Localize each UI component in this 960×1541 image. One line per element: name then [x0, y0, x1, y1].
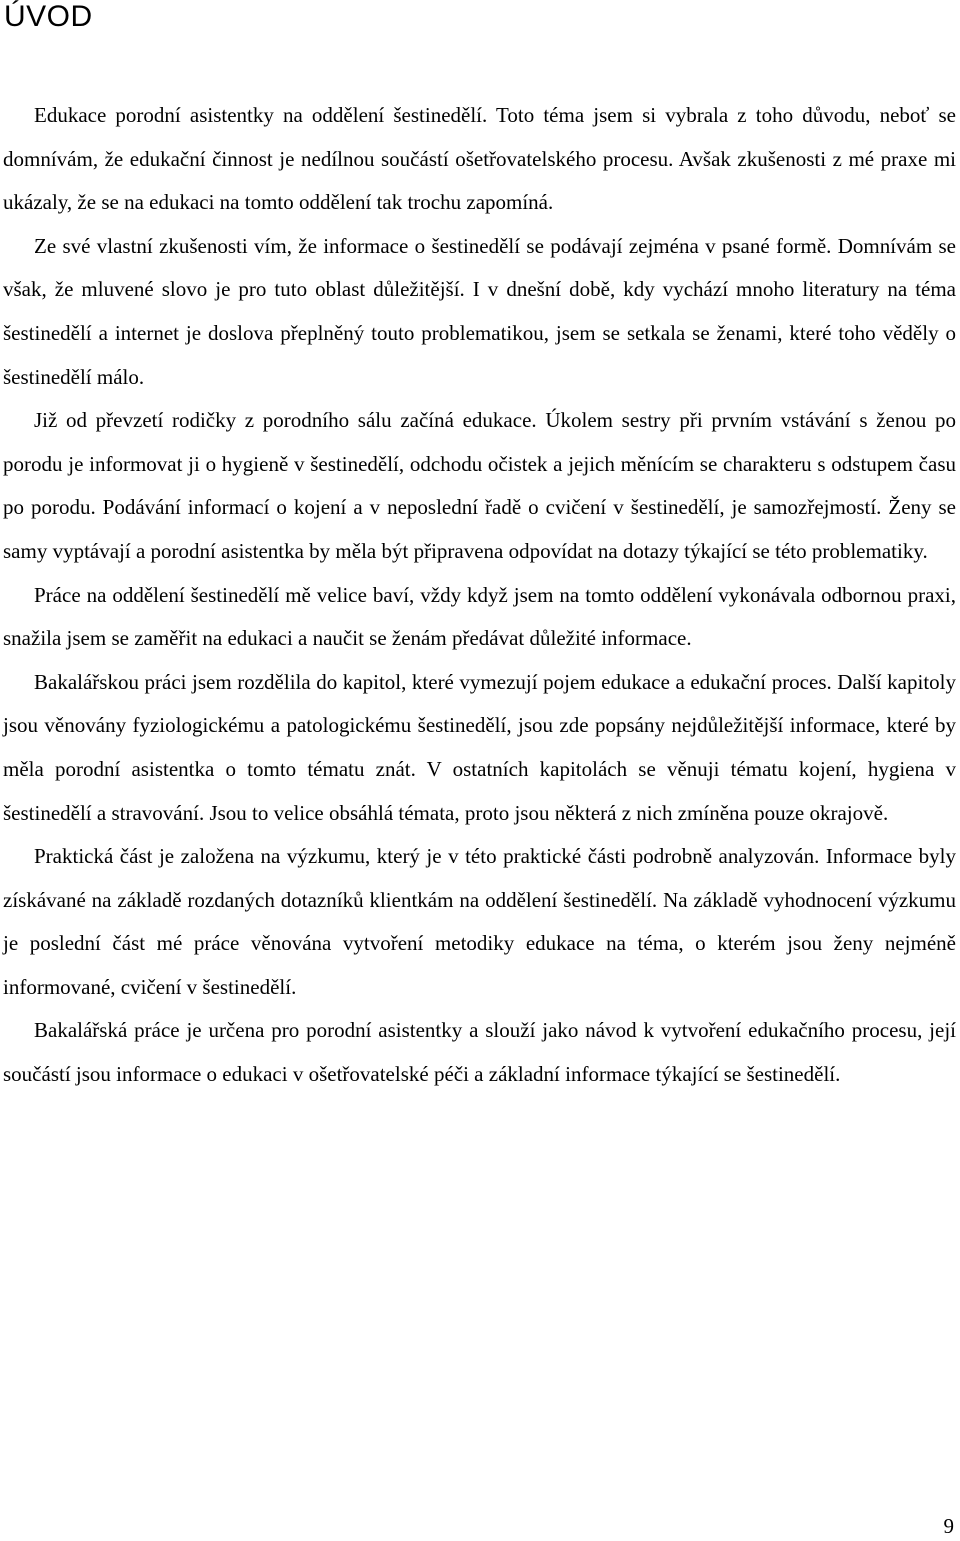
- paragraph: Bakalářská práce je určena pro porodní asistentky a slouží jako návod k vytvoření edukačního procesu, její součástí jsou informace o edukaci v ošetřovatelské péči a základní informace týkající se šestinedělí.: [3, 1018, 956, 1087]
- paragraph: Ze své vlastní zkušenosti vím, že informace o šestinedělí se podávají zejména v psané formě. Domnívám se však, že mluvené slovo je pro tuto oblast důležitější. I v dnešní době, kdy vychází mnoho literatury na téma šestinedělí a internet je doslova přeplněný touto problematikou, jsem se setkala se ženami, které toho věděly o šestinedělí málo.: [3, 233, 956, 389]
- paragraph: Edukace porodní asistentky na oddělení šestinedělí. Toto téma jsem si vybrala z toho důvodu, neboť se domnívám, že edukační činnost je nedílnou součástí ošetřovatelského procesu. Avšak zkušenosti z mé praxe mi ukázaly, že se na edukaci na tomto oddělení tak trochu zapomíná.: [3, 103, 956, 215]
- paragraph: Práce na oddělení šestinedělí mě velice baví, vždy když jsem na tomto oddělení vykonávala odbornou praxi, snažila jsem se zaměřit na edukaci a naučit se ženám předávat důležité informace.: [3, 582, 956, 651]
- paragraph: Bakalářskou práci jsem rozdělila do kapitol, které vymezují pojem edukace a edukační proces. Další kapitoly jsou věnovány fyziologickému a patologickému šestinedělí, jsou zde popsány nejdůležitější informace, které by měla porodní asistentka o tomto tématu znát. V ostatních kapitolách se věnuji tématu kojení, hygiena v šestinedělí a stravování. Jsou to velice obsáhlá témata, proto jsou některá z nich zmíněna pouze okrajově.: [3, 669, 956, 825]
- paragraph: Již od převzetí rodičky z porodního sálu začíná edukace. Úkolem sestry při prvním vstávání s ženou po porodu je informovat ji o hygieně v šestinedělí, odchodu očistek a jejich měnícím se charakteru s odstupem času po porodu. Podávání informací o kojení a v neposlední řadě o cvičení v šestinedělí, je samozřejmostí. Ženy se samy vyptávají a porodní asistentka by měla být připravena odpovídat na dotazy týkající se této problematiky.: [3, 408, 956, 563]
- body-text: [3, 94, 956, 1097]
- page-heading: ÚVOD: [4, 0, 93, 33]
- page-number: 9: [943, 1514, 954, 1538]
- paragraph: Praktická část je založena na výzkumu, který je v této praktické části podrobně analyzován. Informace byly získávané na základě rozdaných dotazníků klientkám na oddělení šestinedělí. Na základě vyhodnocení výzkumu je poslední část mé práce věnována vytvoření metodiky edukace na téma, o kterém jsou ženy nejméně informované, cvičení v šestinedělí.: [3, 844, 956, 999]
